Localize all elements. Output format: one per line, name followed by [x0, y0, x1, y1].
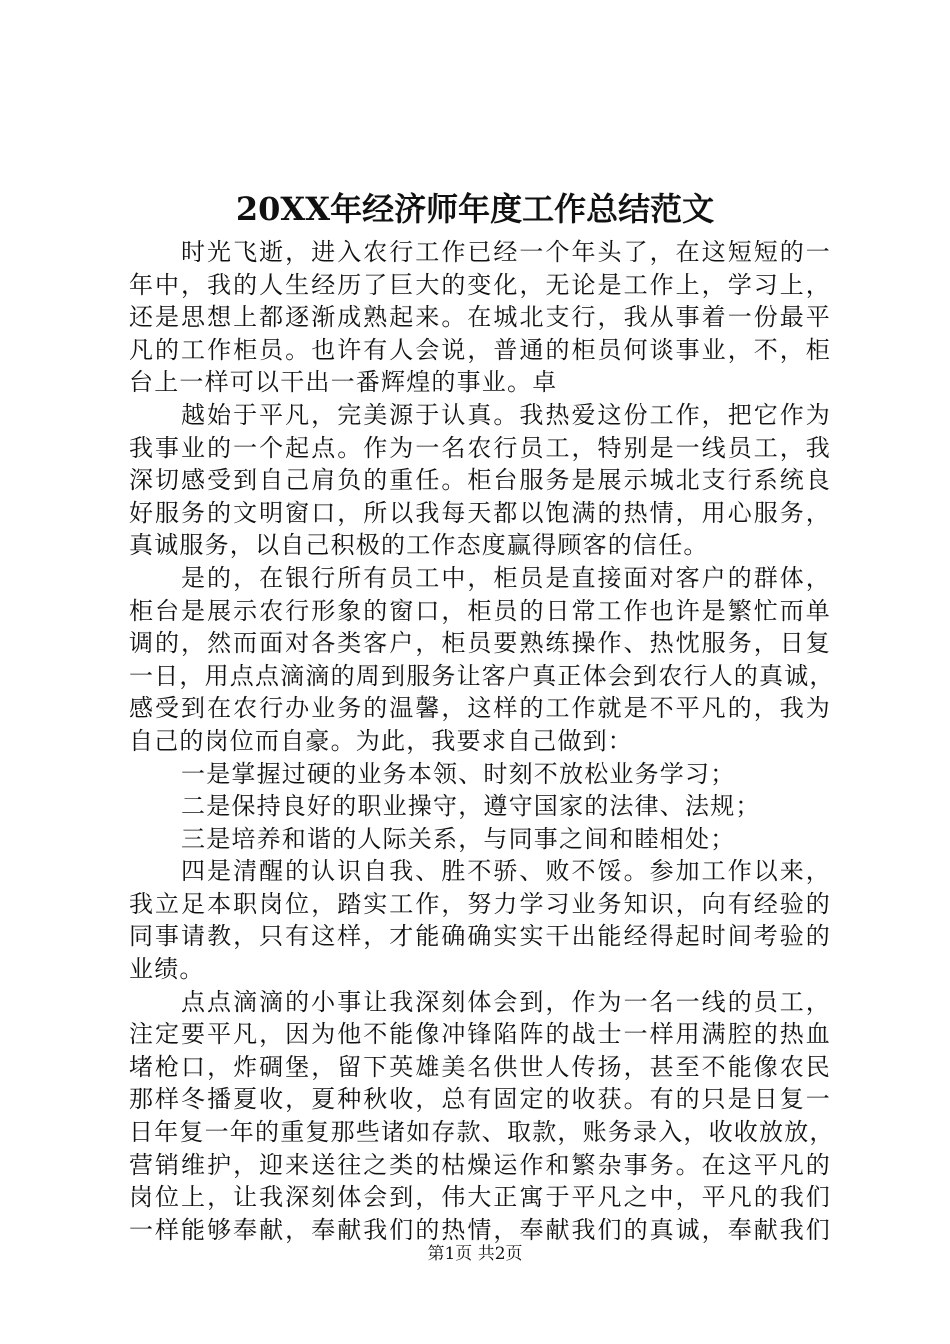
text-line: 好服务的文明窗口，所以我每天都以饱满的热情，用心服务，: [129, 498, 831, 527]
text-line: 营销维护，迎来送往之类的枯燥运作和繁杂事务。在这平凡的: [129, 1150, 831, 1179]
text-line: 业绩。: [129, 955, 205, 984]
text-line: 凡的工作柜员。也许有人会说，普通的柜员何谈事业，不，柜: [129, 335, 831, 364]
text-line: 二是保持良好的职业操守，遵守国家的法律、法规；: [181, 792, 761, 821]
text-line: 三是培养和谐的人际关系，与同事之间和睦相处；: [181, 824, 736, 853]
text-line: 一是掌握过硬的业务本领、时刻不放松业务学习；: [181, 759, 736, 788]
document-title: 20XX年经济师年度工作总结范文: [235, 190, 715, 228]
text-line: 年中，我的人生经历了巨大的变化，无论是工作上，学习上，: [129, 270, 831, 299]
text-line: 真诚服务，以自己积极的工作态度赢得顾客的信任。: [129, 531, 709, 560]
text-line: 堵枪口，炸碉堡，留下英雄美名供世人传扬，甚至不能像农民: [129, 1052, 831, 1081]
page-footer: 第1页 共2页: [427, 1244, 523, 1264]
text-line: 感受到在农行办业务的温馨，这样的工作就是不平凡的，我为: [129, 694, 831, 723]
text-line: 日年复一年的重复那些诸如存款、取款，账务录入，收收放放，: [129, 1118, 835, 1147]
text-line: 四是清醒的认识自我、胜不骄、败不馁。参加工作以来，: [181, 857, 831, 886]
text-line: 时光飞逝，进入农行工作已经一个年头了，在这短短的一: [181, 238, 831, 266]
text-line: 那样冬播夏收，夏种秋收，总有固定的收获。有的只是日复一: [129, 1085, 831, 1114]
text-line: 一日，用点点滴滴的周到服务让客户真正体会到农行人的真诚，: [129, 661, 835, 690]
text-line: 岗位上，让我深刻体会到，伟大正寓于平凡之中，平凡的我们: [129, 1183, 831, 1212]
text-line: 越始于平凡，完美源于认真。我热爱这份工作，把它作为: [181, 400, 831, 429]
text-line: 我事业的一个起点。作为一名农行员工，特别是一线员工，我: [129, 433, 831, 462]
text-line: 台上一样可以干出一番辉煌的事业。卓: [129, 368, 558, 397]
text-line: 一样能够奉献，奉献我们的热情，奉献我们的真诚，奉献我们: [129, 1215, 831, 1244]
text-line: 注定要平凡，因为他不能像冲锋陷阵的战士一样用满腔的热血: [129, 1020, 831, 1049]
text-line: 自己的岗位而自豪。为此，我要求自己做到：: [129, 726, 633, 755]
text-line: 还是思想上都逐渐成熟起来。在城北支行，我从事着一份最平: [129, 303, 831, 332]
text-line: 是的，在银行所有员工中，柜员是直接面对客户的群体，: [181, 563, 831, 592]
text-line: 我立足本职岗位，踏实工作，努力学习业务知识，向有经验的: [129, 889, 831, 918]
text-line: 同事请教，只有这样，才能确确实实干出能经得起时间考验的: [129, 922, 831, 951]
text-line: 柜台是展示农行形象的窗口，柜员的日常工作也许是繁忙而单: [129, 596, 831, 625]
document-body: [129, 236, 835, 1246]
text-line: 点点滴滴的小事让我深刻体会到，作为一名一线的员工，: [181, 987, 831, 1016]
text-line: 深切感受到自己肩负的重任。柜台服务是展示城北支行系统良: [129, 466, 831, 495]
text-line: 调的，然而面对各类客户，柜员要熟练操作、热忱服务，日复: [129, 629, 831, 658]
